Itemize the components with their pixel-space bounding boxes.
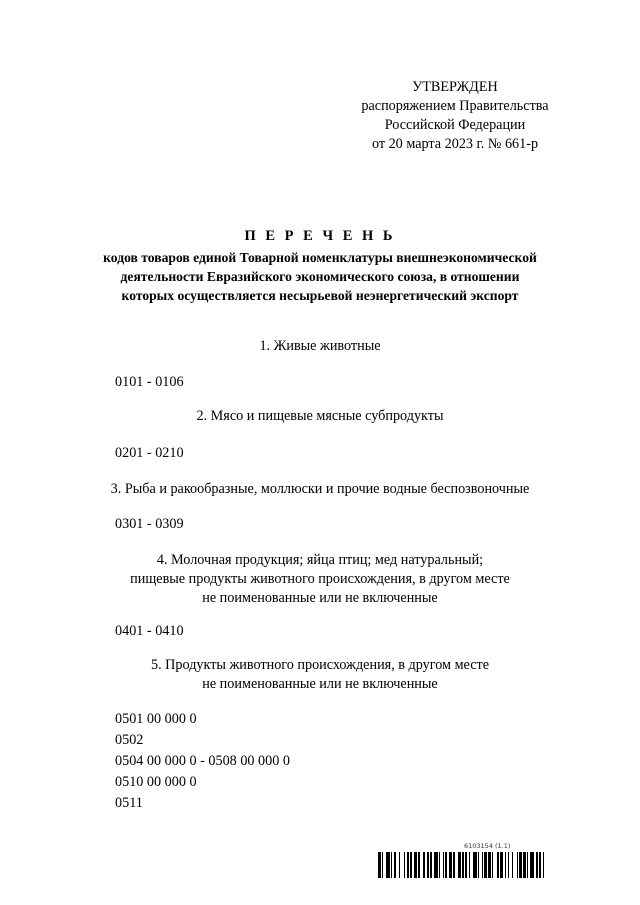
code-range: 0101 - 0106 bbox=[115, 374, 184, 390]
section-heading-line: 5. Продукты животного происхождения, в другом месте bbox=[150, 657, 489, 673]
code-item: 0510 00 000 0 bbox=[115, 774, 197, 790]
section-heading-5 bbox=[20, 656, 620, 694]
section-heading-line: 3. Рыба и ракообразные, моллюски и прочие водные беспозвоночные bbox=[110, 481, 530, 497]
section-heading-4 bbox=[20, 551, 620, 608]
approval-line: от 20 марта 2023 г. № 661-р bbox=[371, 136, 539, 152]
code-list bbox=[115, 709, 290, 814]
approval-line: Российской Федерации bbox=[384, 117, 526, 133]
section-heading-line: пищевые продукты животного происхождения, в другом месте bbox=[130, 571, 510, 587]
barcode-label: 6103154 (1.1) bbox=[464, 842, 511, 850]
barcode-bars bbox=[378, 852, 620, 878]
document-subtitle bbox=[40, 248, 600, 305]
document-title: П Е Р Е Ч Е Н Ь bbox=[244, 228, 396, 244]
code-range: 0301 - 0309 bbox=[115, 516, 184, 532]
approval-line: УТВЕРЖДЕН bbox=[412, 79, 498, 95]
code-item: 0511 bbox=[115, 795, 143, 811]
section-heading-1 bbox=[20, 337, 620, 356]
subtitle-line: деятельности Евразийского экономического союза, в отношении bbox=[120, 269, 520, 284]
code-item: 0504 00 000 0 - 0508 00 000 0 bbox=[115, 753, 290, 769]
code-range: 0201 - 0210 bbox=[115, 445, 184, 461]
code-range: 0401 - 0410 bbox=[115, 623, 184, 639]
section-heading-line: 4. Молочная продукция; яйца птиц; мед натуральный; bbox=[156, 552, 484, 568]
approval-line: распоряжением Правительства bbox=[361, 98, 549, 114]
section-heading-line: не поименованные или не включенные bbox=[202, 676, 438, 692]
section-heading-line: 1. Живые животные bbox=[259, 338, 381, 354]
barcode-bar bbox=[544, 852, 547, 878]
section-heading-line: 2. Мясо и пищевые мясные субпродукты bbox=[196, 408, 444, 424]
subtitle-line: которых осуществляется несырьевой неэнергетический экспорт bbox=[121, 288, 519, 303]
section-heading-3 bbox=[20, 480, 620, 499]
section-heading-line: не поименованные или не включенные bbox=[202, 590, 438, 606]
code-item: 0501 00 000 0 bbox=[115, 711, 197, 727]
section-heading-2 bbox=[20, 407, 620, 426]
approval-stamp bbox=[310, 78, 600, 154]
subtitle-line: кодов товаров единой Товарной номенклатуры внешнеэкономической bbox=[103, 250, 537, 265]
code-item: 0502 bbox=[115, 732, 144, 748]
document-barcode bbox=[378, 840, 620, 880]
